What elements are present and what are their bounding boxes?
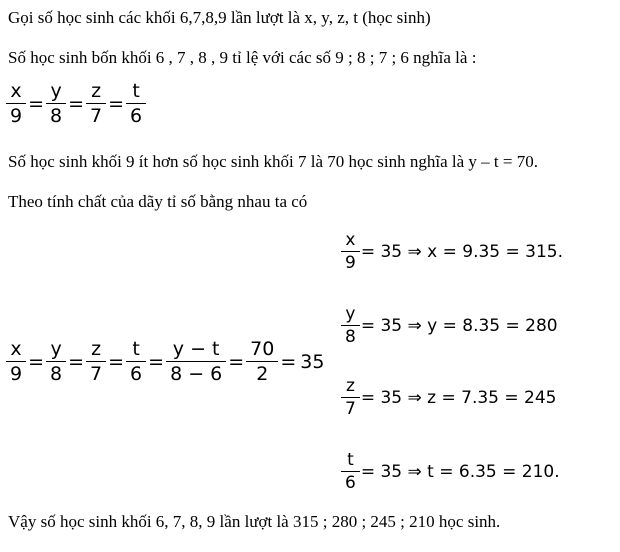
conclusion: Vậy số học sinh khối 6, 7, 8, 9 lần lượt là 315 ; 280 ; 245 ; 210 học sinh. bbox=[8, 512, 501, 531]
fraction-y-8: $\frac{y}{8}$ bbox=[48, 340, 64, 384]
fraction-70-2: $\frac{70}{2}$ bbox=[248, 340, 276, 384]
ratio-statement: Số học sinh bốn khối 6 , 7 , 8 , 9 tỉ lệ với các số 9 ; 8 ; 7 ; 6 nghĩa là : bbox=[8, 48, 477, 67]
solution-x: $\frac{x}{9}$ = 35 ⇒ x = 9.35 = 315. bbox=[343, 232, 563, 272]
fraction-x-9: $\frac{x}{9}$ bbox=[8, 340, 24, 384]
fraction-t-6: $\frac{t}{6}$ bbox=[128, 340, 144, 384]
property-statement: Theo tính chất của dãy tỉ số bằng nhau ta có bbox=[8, 192, 308, 211]
fraction-z-7: $\frac{z}{7}$ bbox=[88, 82, 104, 126]
ratio-equation: $\frac{x}{9}$ = $\frac{y}{8}$ = $\frac{z}{7}$ = $\frac{t}{6}$ bbox=[8, 82, 144, 126]
intro-line: Gọi số học sinh các khối 6,7,8,9 lần lượt là x, y, z, t (học sinh) bbox=[8, 8, 431, 27]
fraction-x-9: $\frac{x}{9}$ bbox=[8, 82, 24, 126]
chain-equation: $\frac{x}{9}$ = $\frac{y}{8}$ = $\frac{z}{7}$ = $\frac{t}{6}$ = $\frac{y - t}{8 - 6}$ = $\frac{70}{2}$ = 35 bbox=[8, 340, 324, 384]
solution-t: $\frac{t}{6}$ = 35 ⇒ t = 6.35 = 210. bbox=[343, 452, 560, 492]
solution-y: $\frac{y}{8}$ = 35 ⇒ y = 8.35 = 280 bbox=[343, 306, 558, 346]
fraction-y-minus-t: $\frac{y - t}{8 - 6}$ bbox=[168, 340, 224, 384]
solution-z: $\frac{z}{7}$ = 35 ⇒ z = 7.35 = 245 bbox=[343, 378, 557, 418]
fraction-t-6: $\frac{t}{6}$ bbox=[128, 82, 144, 126]
chain-result: 35 bbox=[300, 351, 325, 373]
fraction-y-8: $\frac{y}{8}$ bbox=[48, 82, 64, 126]
fraction-z-7: $\frac{z}{7}$ bbox=[88, 340, 104, 384]
difference-statement: Số học sinh khối 9 ít hơn số học sinh khối 7 là 70 học sinh nghĩa là y – t = 70. bbox=[8, 152, 538, 171]
